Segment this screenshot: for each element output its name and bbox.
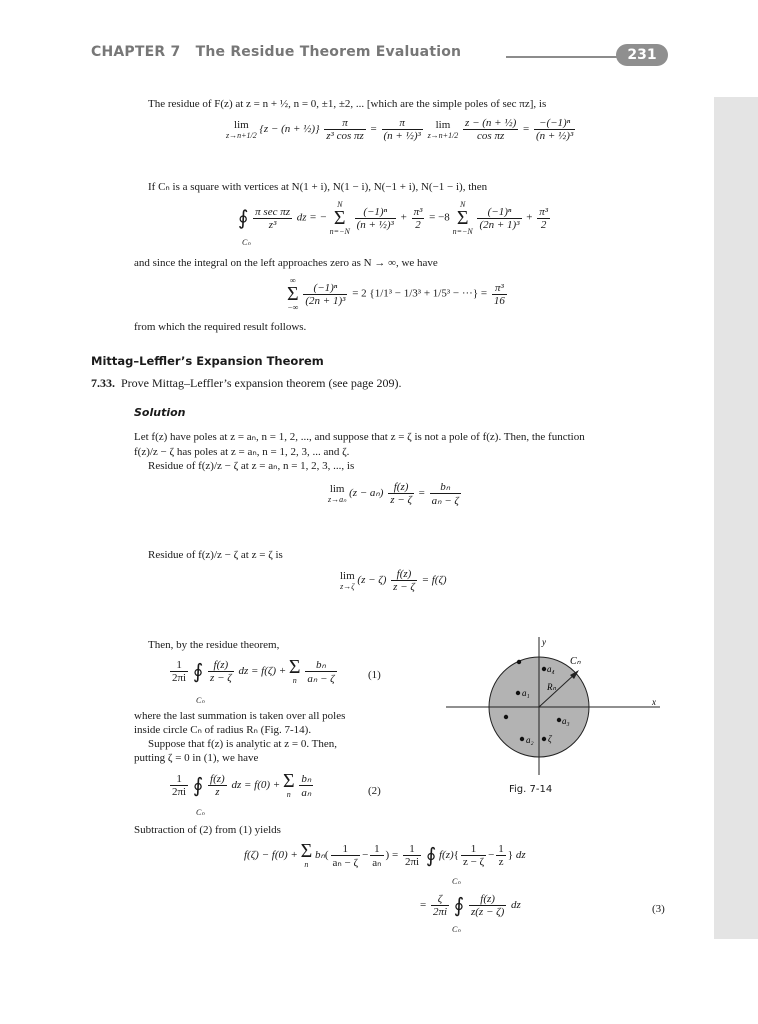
equation-difference: f(ζ) − f(0) + Σ n bₙ( $\frac{1}{\text{aₙ − ζ}}$ − $\frac{1}{\text{aₙ}}$ ) = $\frac{1}{2\pi i}$ ∮ f(z){ $\frac{1}{z - \zeta}$ − $\frac{1}{z}$ } dz xyxy=(244,840,526,869)
paragraph-summation-note-2: inside circle Cₙ of radius Rₙ (Fig. 7-14). xyxy=(134,724,312,736)
equation-3: = $\frac{\zeta}{2\pi i}$ ∮ $\frac{f(z)}{z(z - \zeta)}$ dz xyxy=(420,893,521,918)
pole-dot xyxy=(504,715,508,719)
paragraph-poles-line3: Residue of f(z)/z − ζ at z = aₙ, n = 1, 2, 3, ..., is xyxy=(148,460,355,472)
pole-a3-dot xyxy=(557,718,561,722)
rn-label: Rₙ xyxy=(547,682,557,692)
page-edge-tab xyxy=(714,97,758,939)
equation-series-result: ∞ Σ −∞ $\frac{\text{(−1)ⁿ}}{\text{(2n + 1)³}}$ = 2 {1/1³ − 1/3³ + 1/5³ − ···} = $\frac{\text{π³}}{16}$ xyxy=(287,276,505,312)
a1-label: a₁ xyxy=(522,688,530,698)
running-header xyxy=(91,44,461,60)
paragraph-residue-intro: The residue of F(z) at z = n + ½, n = 0, ±1, ±2, ... [which are the simple poles of sec πz], is xyxy=(148,98,547,110)
paragraph-analytic-note-1: Suppose that f(z) is analytic at z = 0. Then, xyxy=(148,738,337,750)
paragraph-residue-zeta: Residue of f(z)/z − ζ at z = ζ is xyxy=(148,549,283,561)
equation-residue-an: lim z→aₙ (z − aₙ) $\frac{f(z)}{z - \zeta}$ = $\frac{\text{bₙ}}{\text{aₙ − ζ}}$ xyxy=(328,481,459,507)
page-number: 231 xyxy=(616,44,668,66)
paragraph-analytic-note-2: putting ζ = 0 in (1), we have xyxy=(134,752,259,764)
figure-7-14 xyxy=(446,635,660,780)
pole-dot xyxy=(517,660,521,664)
equation-number-2: (2) xyxy=(368,785,381,797)
solution-label: Solution xyxy=(134,406,186,419)
paragraph-square-contour: If Cₙ is a square with vertices at N(1 + i), N(1 − i), N(−1 + i), N(−1 − i), then xyxy=(148,181,488,193)
pole-a2-dot xyxy=(520,737,524,741)
paragraph-residue-theorem: Then, by the residue theorem, xyxy=(148,639,280,651)
problem-text: Prove Mittag–Leffler’s expansion theorem (see page 209). xyxy=(121,376,402,390)
equation-2: $\frac{1}{2\pi i}$ ∮ $\frac{f(z)}{z}$ dz = f(0) + Σ n $\frac{\text{bₙ}}{\text{aₙ}}$ xyxy=(172,770,312,799)
equation-contour-integral-sec: ∮ $\frac{\text{π sec πz}}{\text{z³}}$ dz = − N Σ n=−N $\frac{\text{(−1)ⁿ}}{\text{(n + ½)³}}$ + $\frac{\text{π³}}{2}$ = −8 N Σ n=−N $\frac{\text{(−1)ⁿ}}{\text{(2n + 1)³}}$ + $\frac{\text{π³}}{2}$ xyxy=(238,200,549,236)
paragraph-subtraction: Subtraction of (2) from (1) yields xyxy=(134,824,281,836)
equation-number-3: (3) xyxy=(652,903,665,915)
equation-residue-limit: lim z→n+1/2 {z − (n + ½)} $\frac{\pi}{\text{z³ cos πz}}$ = $\frac{\pi}{\text{(n + ½)³}}$ lim z→n+1/2 $\frac{\text{z − (n + ½)}}{\text{cos πz}}$ = $\frac{\text{−(−1)ⁿ}}{\text{(n + ½)³}}$ xyxy=(226,117,574,142)
equation-number-1: (1) xyxy=(368,669,381,681)
a3-label: a₃ xyxy=(562,716,570,726)
header-rule xyxy=(506,56,624,58)
problem-statement xyxy=(91,376,401,390)
problem-number: 7.33. xyxy=(91,376,115,390)
paragraph-summation-note-1: where the last summation is taken over all poles xyxy=(134,710,346,722)
contour-label-eq8: Cₙ xyxy=(452,877,461,886)
contour-label-cn: Cₙ xyxy=(242,238,251,247)
equation-residue-zeta: lim z→ζ (z − ζ) $\frac{f(z)}{z - \zeta}$ = f(ζ) xyxy=(340,568,447,593)
contour-label-eq3: Cₙ xyxy=(452,925,461,934)
pole-a4-dot xyxy=(542,667,546,671)
contour-label-eq2: Cₙ xyxy=(196,808,205,817)
section-heading: Mittag–Leffler’s Expansion Theorem xyxy=(91,354,324,368)
figure-caption: Fig. 7-14 xyxy=(509,784,553,795)
chapter-label: CHAPTER 7 xyxy=(91,44,181,60)
zeta-label: ζ xyxy=(548,734,552,744)
equation-1: $\frac{1}{2\pi i}$ ∮ $\frac{f(z)}{z - \zeta}$ dz = f(ζ) + Σ n $\frac{\text{bₙ}}{\text{aₙ − ζ}}$ xyxy=(172,656,335,685)
paragraph-poles-line2: f(z)/z − ζ has poles at z = aₙ, n = 1, 2, 3, ... and ζ. xyxy=(134,446,350,458)
pole-a1-dot xyxy=(516,691,520,695)
cn-label: Cₙ xyxy=(570,656,581,667)
zeta-dot xyxy=(542,737,546,741)
paragraph-limit-statement: and since the integral on the left approaches zero as N → ∞, we have xyxy=(134,257,438,269)
a2-label: a₂ xyxy=(526,735,534,745)
chapter-title: The Residue Theorem Evaluation xyxy=(195,44,462,60)
a4-label: a₄ xyxy=(547,664,555,674)
contour-label-eq1: Cₙ xyxy=(196,696,205,705)
y-axis-label: y xyxy=(542,637,546,647)
paragraph-conclusion: from which the required result follows. xyxy=(134,321,307,333)
paragraph-poles-line1: Let f(z) have poles at z = aₙ, n = 1, 2, ..., and suppose that z = ζ is not a pole of f(z). Then, the function xyxy=(134,431,585,443)
x-axis-label: x xyxy=(652,697,656,707)
